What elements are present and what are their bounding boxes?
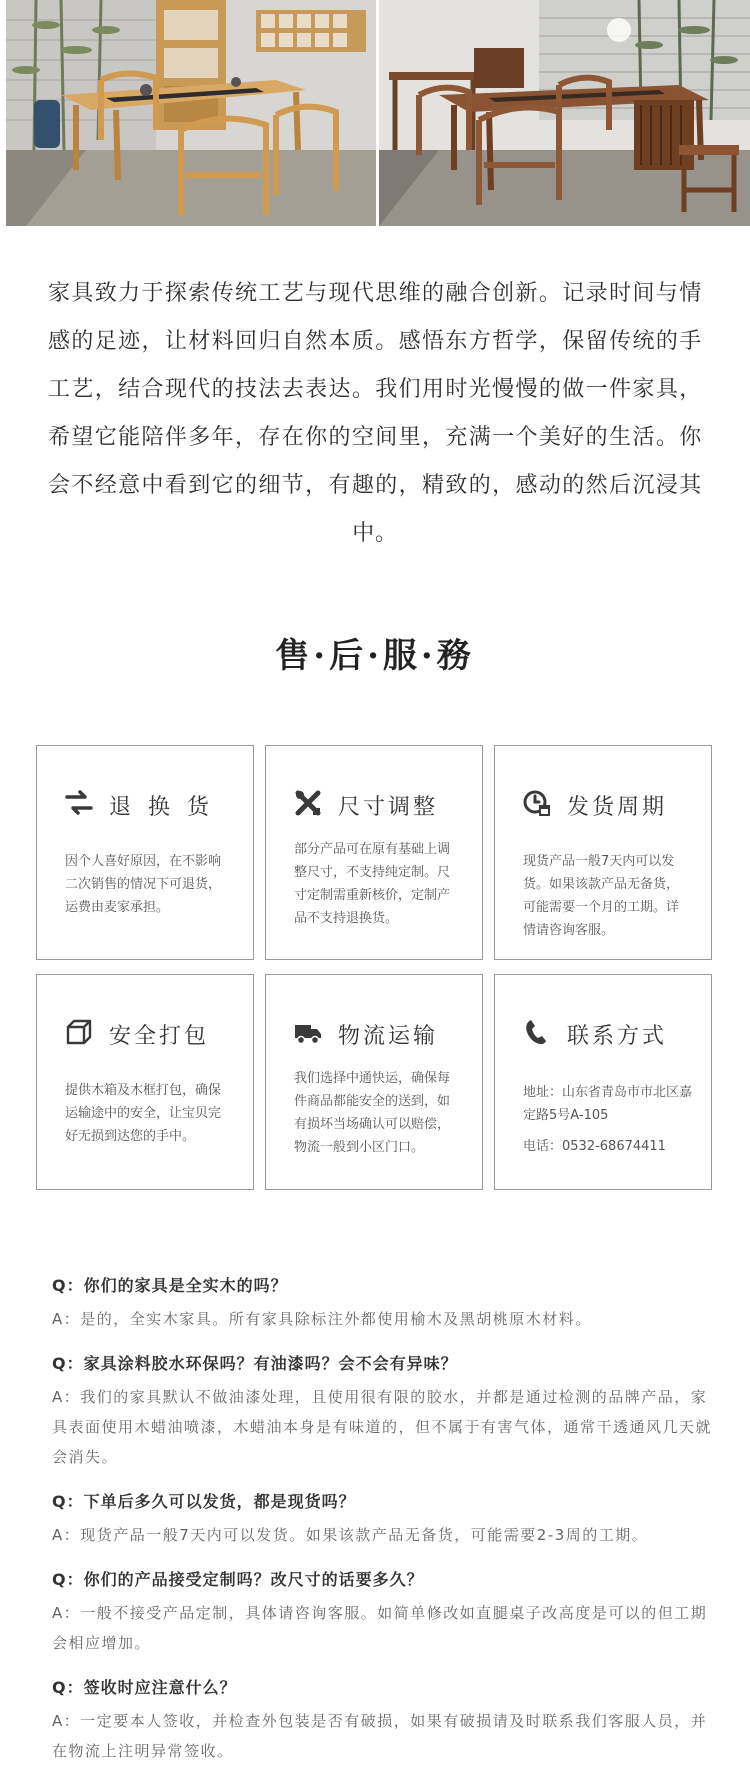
product-photos — [0, 0, 750, 226]
service-card-shipping-period — [494, 745, 712, 960]
service-card-safe-packing — [36, 974, 254, 1190]
faq-answer: A：一般不接受产品定制，具体请咨询客服。如简单修改如直腿桌子改高度是可以的但工期会相应增加。 — [52, 1604, 708, 1652]
card-title: 安全打包 — [109, 1024, 210, 1049]
faq-item — [52, 1272, 712, 1334]
exchange-arrows-icon — [65, 789, 93, 817]
card-title: 物流运输 — [338, 1024, 439, 1049]
faq-answer: A：是的，全实木家具。所有家具除标注外都使用榆木及黑胡桃原木材料。 — [52, 1310, 592, 1328]
card-title: 联系方式 — [567, 1024, 668, 1049]
photo-light-wood-tea-set — [6, 0, 376, 226]
card-title: 发货周期 — [567, 795, 668, 820]
card-title: 退 换 货 — [109, 795, 214, 820]
after-sales-service-title: 售·后·服·務 — [275, 636, 475, 676]
card-description: 提供木箱及木框打包，确保运输途中的安全，让宝贝完好无损到达您的手中。 — [65, 1083, 222, 1144]
faq-question: Q：下单后多久可以发货，都是现货吗？ — [52, 1492, 356, 1511]
clock-calendar-icon — [523, 789, 551, 817]
faq-question: Q：你们的产品接受定制吗？改尺寸的话要多久？ — [52, 1570, 424, 1589]
cross-tools-icon — [294, 789, 322, 817]
delivery-truck-icon — [294, 1018, 322, 1046]
faq-item — [52, 1350, 712, 1472]
faq-answer: A：我们的家具默认不做油漆处理，且使用很有限的胶水，并都是通过检测的品牌产品，家具表面使用木蜡油喷漆，木蜡油本身是有味道的，但不属于有害气体，通常干透通风几天就会消失。 — [52, 1388, 713, 1466]
faq-item — [52, 1566, 712, 1658]
faq-answer: A：现货产品一般7天内可以发货。如果该款产品无备货，可能需要2-3周的工期。 — [52, 1526, 649, 1544]
card-description: 现货产品一般7天内可以发货。如果该款产品无备货，可能需要一个月的工期。详情请咨询客服。 — [523, 854, 680, 938]
faq-item — [52, 1674, 712, 1766]
service-card-size-adjust — [265, 745, 483, 960]
card-description: 我们选择中通快运，确保每件商品都能安全的送到，如有损坏当场确认可以赔偿，物流一般到小区门口。 — [294, 1071, 451, 1155]
package-box-icon — [65, 1018, 93, 1046]
faq-question: Q：签收时应注意什么？ — [52, 1678, 237, 1697]
service-card-contact — [494, 974, 712, 1190]
faq-answer: A：一定要本人签收，并检查外包装是否有破损，如果有破损请及时联系我们客服人员，并在物流上注明异常签收。 — [52, 1712, 708, 1760]
faq-section — [52, 1272, 712, 1782]
service-card-logistics — [265, 974, 483, 1190]
contact-phone: 电话：0532-68674411 — [523, 1139, 666, 1154]
faq-question: Q：家具涂料胶水环保吗？有油漆吗？会不会有异味？ — [52, 1354, 458, 1373]
faq-question: Q：你们的家具是全实木的吗？ — [52, 1276, 288, 1295]
card-title: 尺寸调整 — [338, 795, 439, 820]
service-card-returns — [36, 745, 254, 960]
brand-intro-paragraph: 家具致力于探索传统工艺与现代思维的融合创新。记录时间与情感的足迹，让材料回归自然本质。感悟东方哲学，保留传统的手工艺，结合现代的技法去表达。我们用时光慢慢的做一件家具，希望它能陪伴多年，存在你的空间里，充满一个美好的生活。你会不经意中看到它的细节，有趣的，精致的，感动的然后沉浸其中。 — [48, 281, 702, 546]
phone-handset-icon — [523, 1018, 551, 1046]
contact-address: 地址：山东省青岛市市北区嘉定路5号A-105 — [523, 1085, 693, 1123]
card-description: 因个人喜好原因，在不影响二次销售的情况下可退货，运费由麦家承担。 — [65, 854, 222, 915]
photo-dark-wood-tea-set — [379, 0, 750, 226]
card-description: 部分产品可在原有基础上调整尺寸，不支持纯定制。尺寸定制需重新核价，定制产品不支持退换货。 — [294, 842, 451, 926]
faq-item — [52, 1488, 712, 1550]
